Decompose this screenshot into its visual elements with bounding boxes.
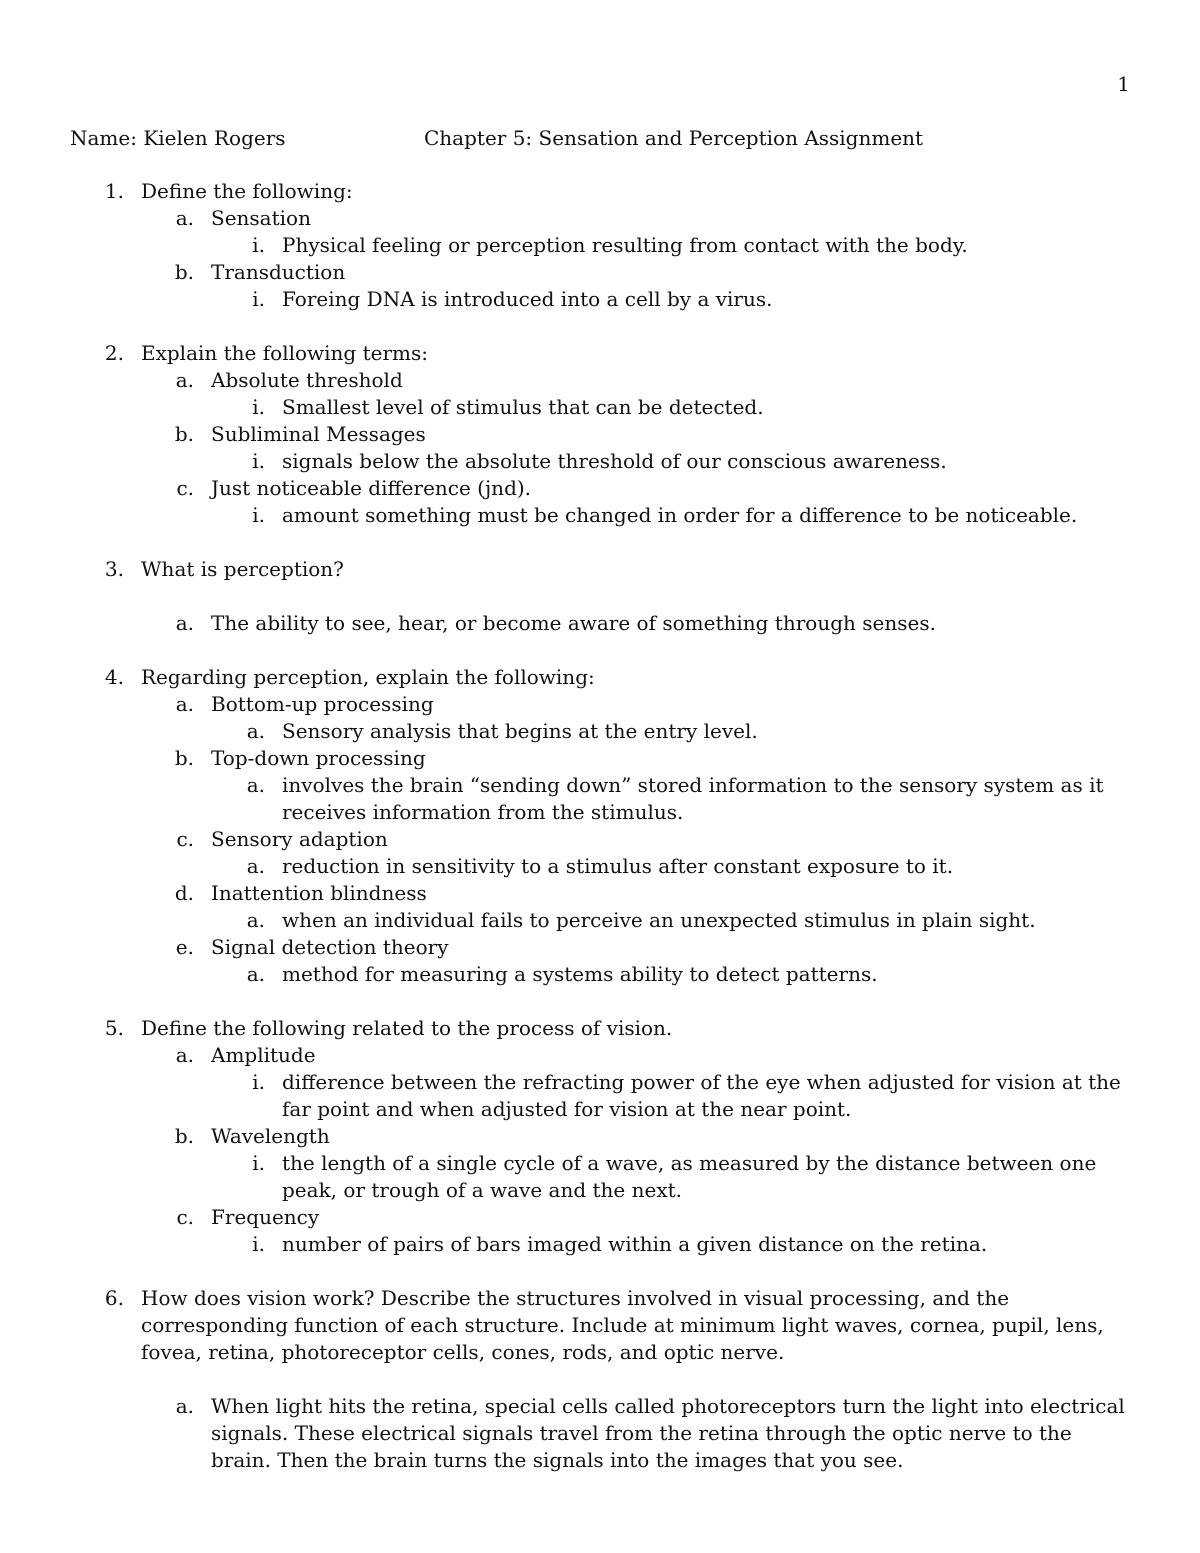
question-5 xyxy=(0,1015,1200,1042)
answer-marker: i. xyxy=(252,1151,265,1175)
term-marker: b. xyxy=(174,1124,194,1148)
term-text: Signal detection theory xyxy=(211,935,449,959)
question-text: What is perception? xyxy=(141,557,344,581)
term-marker: a. xyxy=(175,692,194,716)
term-item xyxy=(0,421,1200,448)
question-text: How does vision work? Describe the structures involved in visual processing, and the corresponding function of each structure. Include at minimum light waves, cornea, pupil, lens, fovea, retina, photoreceptor cells, cones, rods, and optic nerve. xyxy=(141,1286,1104,1364)
answer-item xyxy=(0,1150,1200,1204)
term-marker: b. xyxy=(174,260,194,284)
question-number: 1. xyxy=(104,179,124,203)
term-marker: c. xyxy=(176,476,194,500)
question-3 xyxy=(0,556,1200,583)
answer-marker: a. xyxy=(246,854,265,878)
answer-marker: a. xyxy=(246,962,265,986)
term-marker: a. xyxy=(175,1043,194,1067)
question-number: 2. xyxy=(104,341,124,365)
answer-item xyxy=(0,286,1200,313)
answer-text: Smallest level of stimulus that can be detected. xyxy=(282,395,764,419)
term-marker: b. xyxy=(174,422,194,446)
answer-item xyxy=(0,610,1200,637)
term-text: Sensory adaption xyxy=(211,827,388,851)
term-text: Bottom-up processing xyxy=(211,692,434,716)
term-text: Amplitude xyxy=(211,1043,316,1067)
question-1 xyxy=(0,178,1200,205)
term-marker: b. xyxy=(174,746,194,770)
answer-item xyxy=(0,448,1200,475)
answer-text: Sensory analysis that begins at the entry level. xyxy=(282,719,758,743)
answer-text: the length of a single cycle of a wave, as measured by the distance between one peak, or trough of a wave and the next. xyxy=(282,1151,1097,1202)
answer-item xyxy=(0,853,1200,880)
answer-text: when an individual fails to perceive an unexpected stimulus in plain sight. xyxy=(282,908,1036,932)
answer-marker: a. xyxy=(246,773,265,797)
question-4 xyxy=(0,664,1200,691)
term-text: Just noticeable difference (jnd). xyxy=(211,476,532,500)
term-item xyxy=(0,475,1200,502)
term-text: Subliminal Messages xyxy=(211,422,426,446)
answer-text: number of pairs of bars imaged within a given distance on the retina. xyxy=(282,1232,988,1256)
term-item xyxy=(0,1123,1200,1150)
term-item xyxy=(0,745,1200,772)
answer-marker: i. xyxy=(252,1070,265,1094)
answer-text: Physical feeling or perception resulting from contact with the body. xyxy=(282,233,968,257)
term-item xyxy=(0,691,1200,718)
answer-marker: i. xyxy=(252,395,265,419)
answer-item xyxy=(0,1393,1200,1474)
term-marker: a. xyxy=(175,206,194,230)
answer-marker: i. xyxy=(252,287,265,311)
answer-item xyxy=(0,502,1200,529)
answer-marker: a. xyxy=(246,908,265,932)
answer-text: involves the brain “sending down” stored information to the sensory system as it receives information from the stimulus. xyxy=(282,773,1104,824)
term-marker: c. xyxy=(176,1205,194,1229)
assignment-body xyxy=(0,178,1200,1474)
term-item xyxy=(0,880,1200,907)
term-marker: d. xyxy=(174,881,194,905)
term-text: Inattention blindness xyxy=(211,881,427,905)
term-item xyxy=(0,205,1200,232)
term-item xyxy=(0,1204,1200,1231)
page-number: 1 xyxy=(1117,72,1130,96)
answer-marker: i. xyxy=(252,1232,265,1256)
answer-marker: i. xyxy=(252,233,265,257)
term-item xyxy=(0,826,1200,853)
answer-marker: i. xyxy=(252,449,265,473)
term-text: Absolute threshold xyxy=(211,368,403,392)
answer-item xyxy=(0,1069,1200,1123)
answer-item xyxy=(0,718,1200,745)
answer-text: The ability to see, hear, or become aware of something through senses. xyxy=(211,611,936,635)
term-text: Wavelength xyxy=(211,1124,330,1148)
question-text: Explain the following terms: xyxy=(141,341,428,365)
question-text: Define the following: xyxy=(141,179,353,203)
answer-marker: i. xyxy=(252,503,265,527)
term-text: Transduction xyxy=(211,260,346,284)
term-text: Sensation xyxy=(211,206,311,230)
question-6 xyxy=(0,1285,1200,1366)
question-number: 4. xyxy=(104,665,124,689)
answer-item xyxy=(0,394,1200,421)
question-number: 6. xyxy=(104,1286,124,1310)
term-marker: e. xyxy=(175,935,194,959)
answer-text: When light hits the retina, special cells called photoreceptors turn the light into electrical signals. These electrical signals travel from the retina through the optic nerve to the brain. Then the brain turns the signals into the images that you see. xyxy=(211,1394,1125,1472)
answer-marker: a. xyxy=(175,611,194,635)
term-item xyxy=(0,259,1200,286)
answer-text: Foreing DNA is introduced into a cell by a virus. xyxy=(282,287,773,311)
term-marker: a. xyxy=(175,368,194,392)
term-marker: c. xyxy=(176,827,194,851)
question-text: Regarding perception, explain the following: xyxy=(141,665,595,689)
answer-item xyxy=(0,772,1200,826)
answer-marker: a. xyxy=(246,719,265,743)
answer-marker: a. xyxy=(175,1394,194,1418)
answer-item xyxy=(0,907,1200,934)
term-text: Frequency xyxy=(211,1205,320,1229)
answer-item xyxy=(0,232,1200,259)
assignment-title: Chapter 5: Sensation and Perception Assignment xyxy=(424,126,924,150)
term-text: Top-down processing xyxy=(211,746,426,770)
question-number: 3. xyxy=(104,557,124,581)
term-item xyxy=(0,934,1200,961)
student-name: Name: Kielen Rogers xyxy=(70,126,286,150)
question-number: 5. xyxy=(104,1016,124,1040)
answer-item xyxy=(0,961,1200,988)
answer-text: reduction in sensitivity to a stimulus after constant exposure to it. xyxy=(282,854,954,878)
answer-text: difference between the refracting power of the eye when adjusted for vision at the far point and when adjusted for vision at the near point. xyxy=(282,1070,1121,1121)
answer-text: signals below the absolute threshold of our conscious awareness. xyxy=(282,449,947,473)
term-item xyxy=(0,367,1200,394)
answer-text: method for measuring a systems ability to detect patterns. xyxy=(282,962,878,986)
term-item xyxy=(0,1042,1200,1069)
answer-text: amount something must be changed in order for a difference to be noticeable. xyxy=(282,503,1078,527)
question-2 xyxy=(0,340,1200,367)
answer-item xyxy=(0,1231,1200,1258)
question-text: Define the following related to the process of vision. xyxy=(141,1016,673,1040)
